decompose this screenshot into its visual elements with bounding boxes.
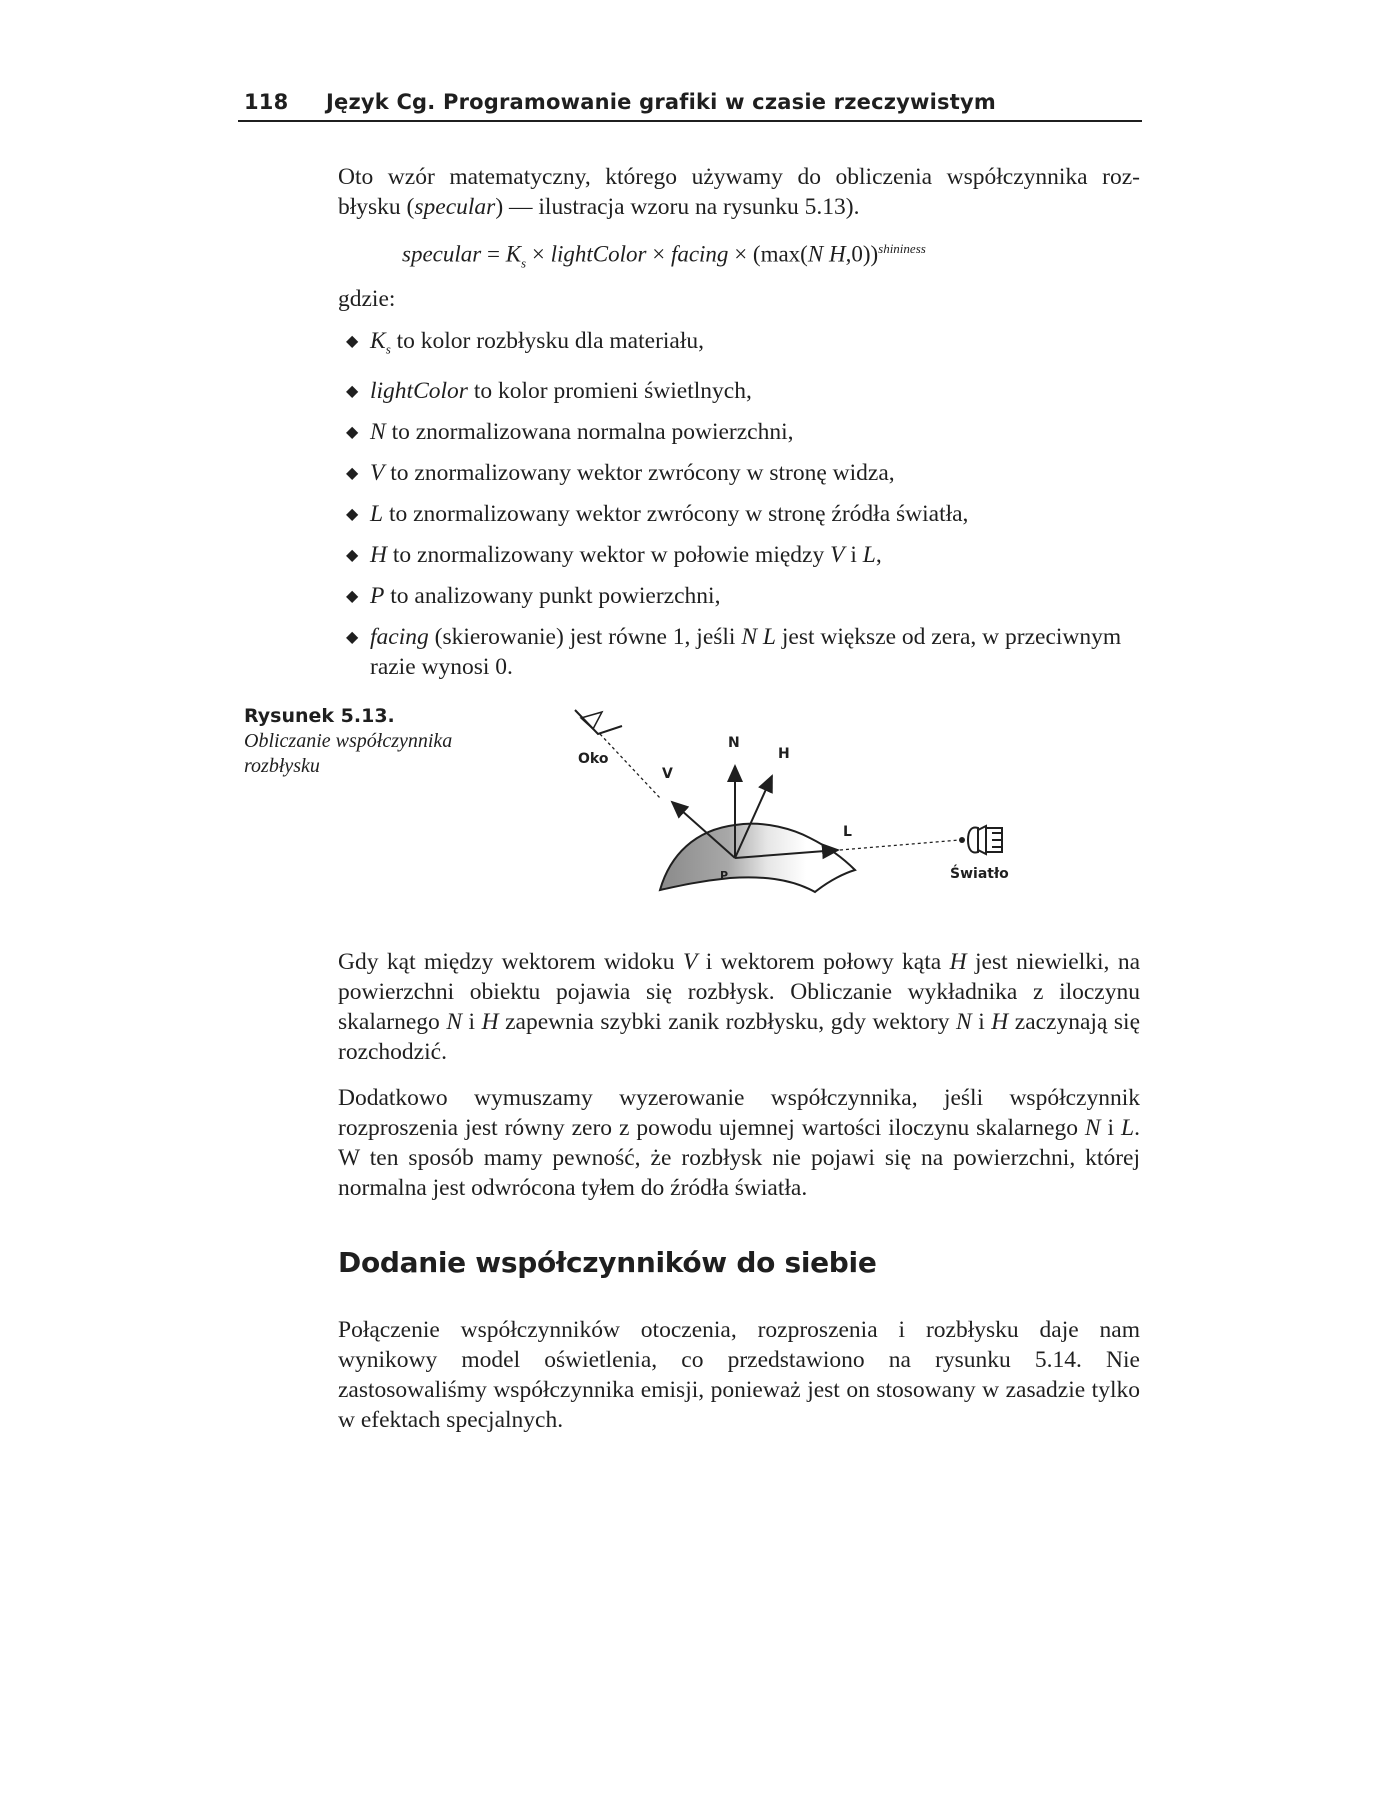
diamond-bullet-icon: ◆ — [346, 587, 359, 605]
eye-icon — [575, 710, 622, 734]
diamond-bullet-icon: ◆ — [346, 464, 359, 482]
l-label: L — [843, 824, 852, 840]
intro-line-1: Oto wzór matematyczny, którego używamy do obliczenia współczynnika roz- — [338, 164, 1140, 190]
flashlight-icon — [968, 826, 1002, 854]
light-label: Światło — [950, 866, 1009, 882]
section-paragraph: Połączenie współczynników otoczenia, rozproszenia i rozbłysku daje nam wynikowy model oświetlenia, co przedstawiono na rysunku 5.14. Nie zastosowaliśmy współczynnika emisji, ponieważ jest on stosowany w zasadzie tylko w efektach specjalnych. — [338, 1317, 1140, 1433]
running-header — [238, 84, 1142, 122]
paragraph-1: Gdy kąt między wektorem widoku V i wektorem połowy kąta H jest niewielki, na powierzchni obiektu pojawia się rozbłysk. Obliczanie wykładnika z iloczynu skalarnego N i H zapewnia szybki zanik rozbłysku, gdy wektory N i H zaczynają się rozchodzić. — [338, 949, 1141, 1065]
running-title: Język Cg. Programowanie grafiki w czasie rzeczywistym — [326, 90, 996, 114]
eye-label: Oko — [578, 751, 609, 767]
definitions-list — [344, 326, 1140, 693]
v-label: V — [662, 766, 673, 782]
paragraph-2: Dodatkowo wymuszamy wyzerowanie współczynnika, jeśli współczynnik rozproszenia jest równy zero z powodu ujemnej wartości iloczynu skalarnego N i L. W ten sposób mamy pewność, że rozbłysk nie pojawi się na powierzchni, której normalna jest odwrócona tyłem do źródła światła. — [338, 1085, 1140, 1201]
h-label: H — [778, 746, 790, 762]
figure-caption-label: Rysunek 5.13. — [244, 705, 395, 727]
page-number: 118 — [244, 90, 289, 114]
intro-specular: specular — [414, 194, 496, 220]
specular-formula: specular = $K_s$ × lightColor × facing × (max(N H,0))$^{shininess}$ — [402, 241, 926, 271]
where-label: gdzie: — [338, 286, 396, 312]
n-label: N — [728, 735, 740, 751]
figure-caption-text: Obliczanie współczynnika rozbłysku — [244, 730, 453, 777]
section-heading: Dodanie współczynników do siebie — [338, 1246, 877, 1279]
p-label: P — [720, 869, 729, 882]
figure-caption — [244, 703, 474, 779]
list-item: ◆ lightColor to kolor promieni świetlnych, — [344, 376, 1140, 406]
specular-diagram — [560, 690, 1040, 920]
list-item: ◆ V to znormalizowany wektor zwrócony w stronę widza, — [344, 458, 1140, 488]
intro-line-2: błysku (specular) — ilustracja wzoru na rysunku 5.13). — [338, 194, 860, 220]
diamond-bullet-icon: ◆ — [346, 546, 359, 564]
intro-paragraph — [338, 162, 1140, 222]
list-item: ◆ L to znormalizowany wektor zwrócony w stronę źródła światła, — [344, 499, 1140, 529]
diamond-bullet-icon: ◆ — [346, 505, 359, 523]
light-dashed-line — [840, 840, 960, 850]
diamond-bullet-icon: ◆ — [346, 382, 359, 400]
light-source-point — [959, 837, 965, 843]
eye-dashed-line — [600, 734, 660, 798]
list-item: ◆ N to znormalizowana normalna powierzchni, — [344, 417, 1140, 447]
list-item: ◆ P to analizowany punkt powierzchni, — [344, 581, 1140, 611]
list-item: ◆ H to znormalizowany wektor w połowie między V i L, — [344, 540, 1140, 570]
list-item: ◆ $K_s$ to kolor rozbłysku dla materiału, — [346, 328, 705, 357]
list-item: ◆ facing (skierowanie) jest równe 1, jeśli N L jest większe od zera, w przeciwnym razie wynosi 0. — [346, 623, 1122, 680]
diamond-bullet-icon: ◆ — [346, 333, 359, 350]
curved-surface — [660, 824, 855, 892]
diamond-bullet-icon: ◆ — [346, 423, 359, 441]
diamond-bullet-icon: ◆ — [346, 628, 359, 646]
